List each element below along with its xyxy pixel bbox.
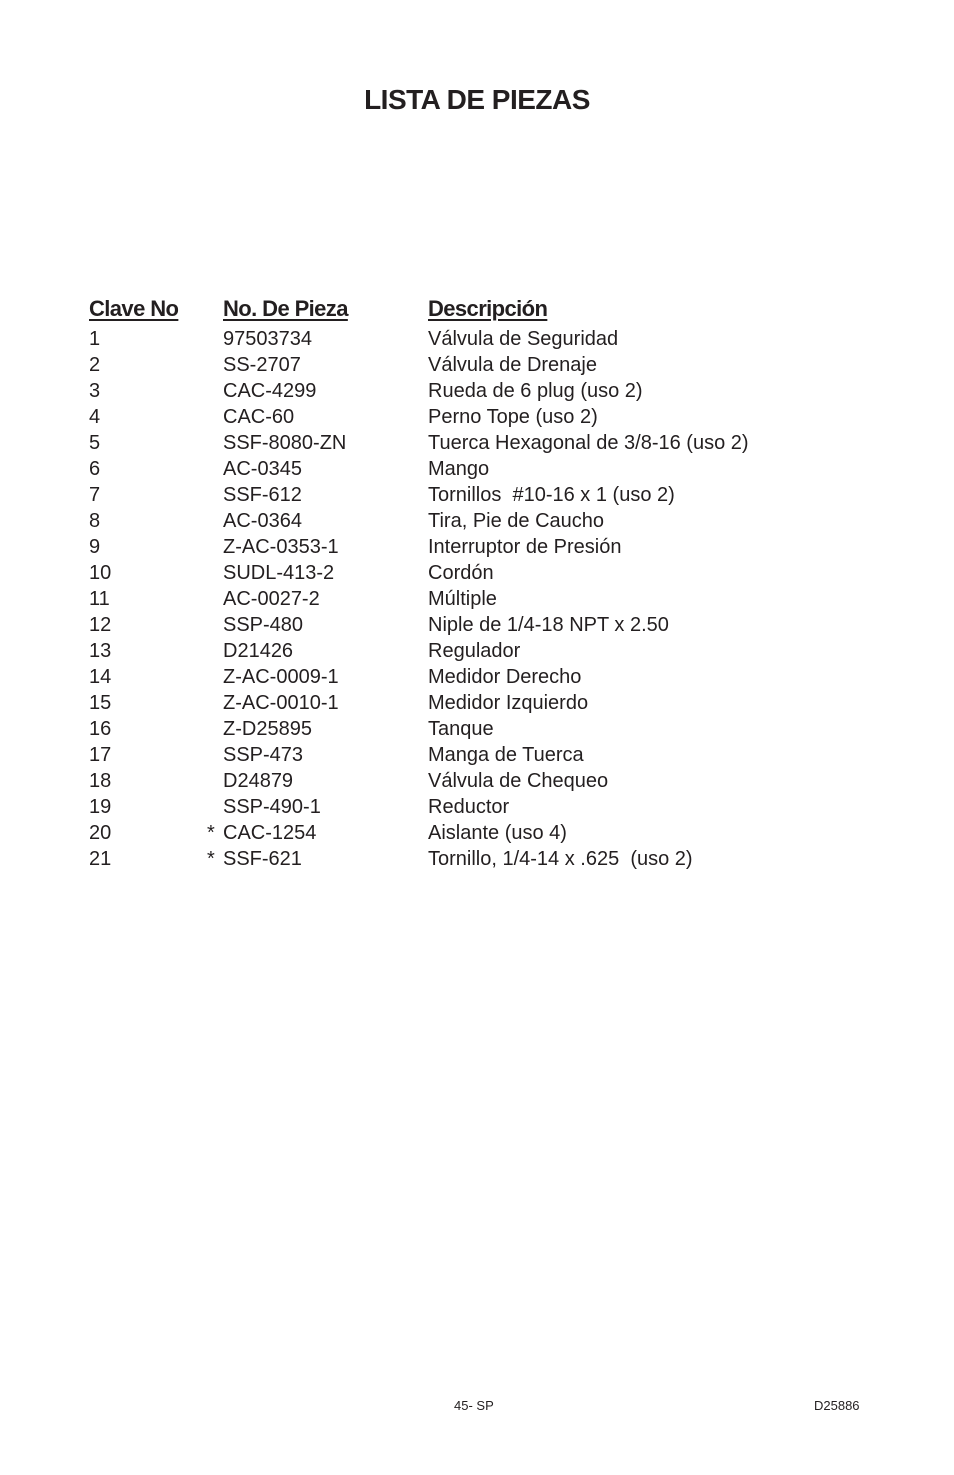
document-code: D25886 xyxy=(814,1398,860,1413)
description-cell: Manga de Tuerca xyxy=(428,744,584,766)
part-number-cell: SS-2707 xyxy=(223,354,301,376)
description-cell: Medidor Derecho xyxy=(428,666,582,688)
table-row xyxy=(89,794,829,820)
key-number-cell: 10 xyxy=(89,562,112,584)
header-key-number: Clave No xyxy=(89,296,179,321)
key-number-cell: 18 xyxy=(89,770,112,792)
description-cell: Perno Tope (uso 2) xyxy=(428,406,598,428)
part-number-cell: Z-AC-0353-1 xyxy=(223,536,339,558)
table-row xyxy=(89,612,829,638)
part-number-cell: 97503734 xyxy=(223,328,312,350)
key-number-cell: 8 xyxy=(89,510,101,532)
table-body xyxy=(89,326,829,872)
key-number-cell: 15 xyxy=(89,692,112,714)
table-row xyxy=(89,560,829,586)
part-number-cell: D21426 xyxy=(223,640,294,662)
table-row xyxy=(89,768,829,794)
table-row xyxy=(89,820,829,846)
description-cell: Tuerca Hexagonal de 3/8-16 (uso 2) xyxy=(428,432,749,454)
description-cell: Mango xyxy=(428,458,490,480)
key-number-cell: 3 xyxy=(89,380,101,402)
description-cell: Cordón xyxy=(428,562,494,584)
parts-table xyxy=(89,296,829,872)
table-row xyxy=(89,482,829,508)
table-row xyxy=(89,430,829,456)
key-number-cell: 1 xyxy=(89,328,101,350)
description-cell: Tornillo, 1/4-14 x .625 (uso 2) xyxy=(428,848,693,870)
part-number-cell: Z-AC-0010-1 xyxy=(223,692,339,714)
key-number-cell: 19 xyxy=(89,796,112,818)
key-number-cell: 21 xyxy=(89,848,112,870)
key-number-cell: 16 xyxy=(89,718,112,740)
key-number-cell: 4 xyxy=(89,406,101,428)
key-number-cell: 6 xyxy=(89,458,101,480)
table-row xyxy=(89,326,829,352)
part-number-cell: CAC-60 xyxy=(223,406,295,428)
description-cell: Rueda de 6 plug (uso 2) xyxy=(428,380,643,402)
key-number-cell: 5 xyxy=(89,432,101,454)
description-cell: Válvula de Drenaje xyxy=(428,354,597,376)
table-row xyxy=(89,742,829,768)
description-cell: Tanque xyxy=(428,718,494,740)
table-row xyxy=(89,456,829,482)
part-number-cell: CAC-4299 xyxy=(223,380,317,402)
table-row xyxy=(89,586,829,612)
page-number: 45- SP xyxy=(454,1398,494,1413)
part-number-cell: Z-D25895 xyxy=(223,718,312,740)
table-row xyxy=(89,846,829,872)
description-cell: Tira, Pie de Caucho xyxy=(428,510,605,532)
part-number-cell: AC-0364 xyxy=(223,510,302,532)
part-number-cell: D24879 xyxy=(223,770,294,792)
key-number-cell: 2 xyxy=(89,354,101,376)
key-number-cell: 11 xyxy=(89,588,110,610)
description-cell: Niple de 1/4-18 NPT x 2.50 xyxy=(428,614,669,636)
description-cell: Múltiple xyxy=(428,588,497,610)
part-number-cell: SUDL-413-2 xyxy=(223,562,335,584)
description-cell: Interruptor de Presión xyxy=(428,536,622,558)
part-number-cell: SSF-8080-ZN xyxy=(223,432,347,454)
table-row xyxy=(89,716,829,742)
description-cell: Regulador xyxy=(428,640,521,662)
description-cell: Medidor Izquierdo xyxy=(428,692,589,714)
key-number-cell: 12 xyxy=(89,614,112,636)
row-marker: * xyxy=(207,822,215,844)
part-number-cell: SSP-480 xyxy=(223,614,304,636)
table-row xyxy=(89,534,829,560)
table-header-row xyxy=(89,296,829,326)
part-number-cell: AC-0027-2 xyxy=(223,588,320,610)
row-marker: * xyxy=(207,848,215,870)
part-number-cell: SSP-473 xyxy=(223,744,304,766)
description-cell: Válvula de Seguridad xyxy=(428,328,619,350)
header-description: Descripción xyxy=(428,296,548,321)
part-number-cell: Z-AC-0009-1 xyxy=(223,666,339,688)
key-number-cell: 9 xyxy=(89,536,101,558)
part-number-cell: AC-0345 xyxy=(223,458,302,480)
description-cell: Reductor xyxy=(428,796,510,818)
table-row xyxy=(89,690,829,716)
part-number-cell: SSP-490-1 xyxy=(223,796,321,818)
key-number-cell: 17 xyxy=(89,744,112,766)
page-title: LISTA DE PIEZAS xyxy=(364,84,590,115)
table-row xyxy=(89,664,829,690)
table-row xyxy=(89,378,829,404)
part-number-cell: CAC-1254 xyxy=(223,822,317,844)
part-number-cell: SSF-621 xyxy=(223,848,302,870)
key-number-cell: 7 xyxy=(89,484,101,506)
description-cell: Aislante (uso 4) xyxy=(428,822,567,844)
description-cell: Tornillos #10-16 x 1 (uso 2) xyxy=(428,484,675,506)
key-number-cell: 20 xyxy=(89,822,112,844)
header-part-number: No. De Pieza xyxy=(223,296,348,321)
table-row xyxy=(89,508,829,534)
table-row xyxy=(89,404,829,430)
key-number-cell: 14 xyxy=(89,666,112,688)
description-cell: Válvula de Chequeo xyxy=(428,770,609,792)
table-row xyxy=(89,352,829,378)
key-number-cell: 13 xyxy=(89,640,112,662)
table-row xyxy=(89,638,829,664)
part-number-cell: SSF-612 xyxy=(223,484,302,506)
